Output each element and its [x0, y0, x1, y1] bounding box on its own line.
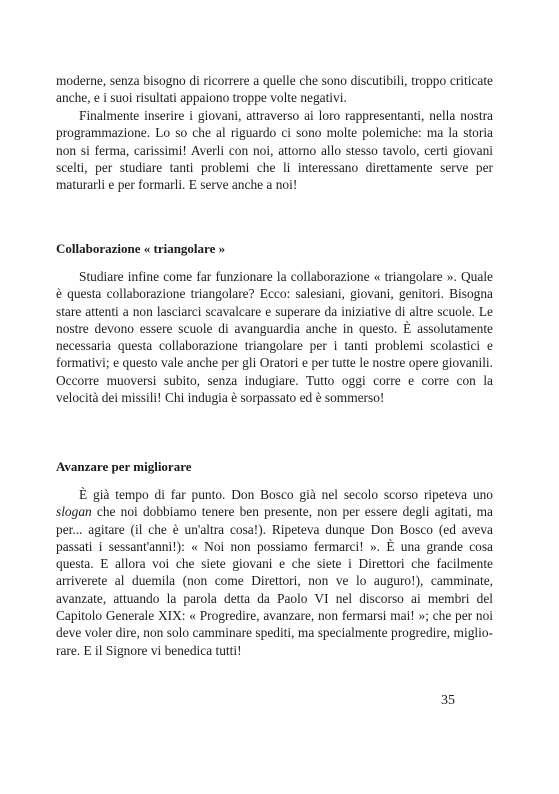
avanzare-paragraph	[56, 486, 493, 659]
page-number: 35	[441, 693, 455, 708]
youth-paragraph: Finalmente inserire i giovani, attraverso ai loro rappresentanti, nella nostra programmazione. Lo so che al riguardo ci sono molte polemiche: ma la storia non si ferma, carissimi! Averli con noi, attorno allo stesso tavolo, certi giovani scelti, per studiare tanti problemi che li interessano direttamente serve per maturarli e per formarli. E serve anche a noi!	[56, 108, 493, 193]
section-heading-collaborazione: Collaborazione « triangolare »	[56, 241, 226, 256]
slogan-word: slogan	[56, 504, 92, 520]
avanzare-text-start: È già tempo di far punto. Don Bosco già nel secolo scorso ripeteva uno	[79, 487, 493, 502]
collaborazione-paragraph: Studiare infine come far funzionare la collaborazione « triangolare ». Quale è questa collaborazione triangolare? Ecco: salesiani, giovani, genitori. Bisogna stare attenti a non lasciarci scavalcare e superare da iniziative di altre scuole. Le nostre devono essere scuole di avanguardia anche in questo. È assolutamente necessaria questa collaborazione triangolare per i tanti problemi scolastici e formativi; e questo vale anche per gli Oratori e per tutte le nostre opere giovanili. Occorre muoversi subito, senza indugiare. Tutto oggi corre e corre con la velocità dei missili! Chi indugia è sorpassato ed è sommerso!	[56, 269, 493, 406]
avanzare-text-end: che noi dobbiamo tenere ben presente, non per essere degli agitati, ma per... agitare (il che è un'altra cosa!). Ripeteva dunque Don Bosco (ed aveva passati i sessant'anni!): « Noi non possiamo fermarci! ». È una grande cosa questa. E allora voi che siete giovani e che siete i Direttori che facilmente arriverete al duemila (non come Direttori, non ve lo auguro!), camminate, avanzate, attuando la parola detta da Paolo VI nel discorso ai membri del Capitolo Generale XIX: « Progredire, avanzare, non fermarsi mai! »; che per noi deve voler dire, non solo camminare spediti, ma specialmente progredire, migliorare. E il Signore vi benedica tutti!	[56, 504, 493, 658]
intro-paragraph: moderne, senza bisogno di ricorrere a quelle che sono discutibili, troppo criticate anche, e i suoi risultati appaiono troppe volte negativi.	[56, 73, 493, 106]
section-heading-avanzare: Avanzare per migliorare	[56, 459, 192, 474]
